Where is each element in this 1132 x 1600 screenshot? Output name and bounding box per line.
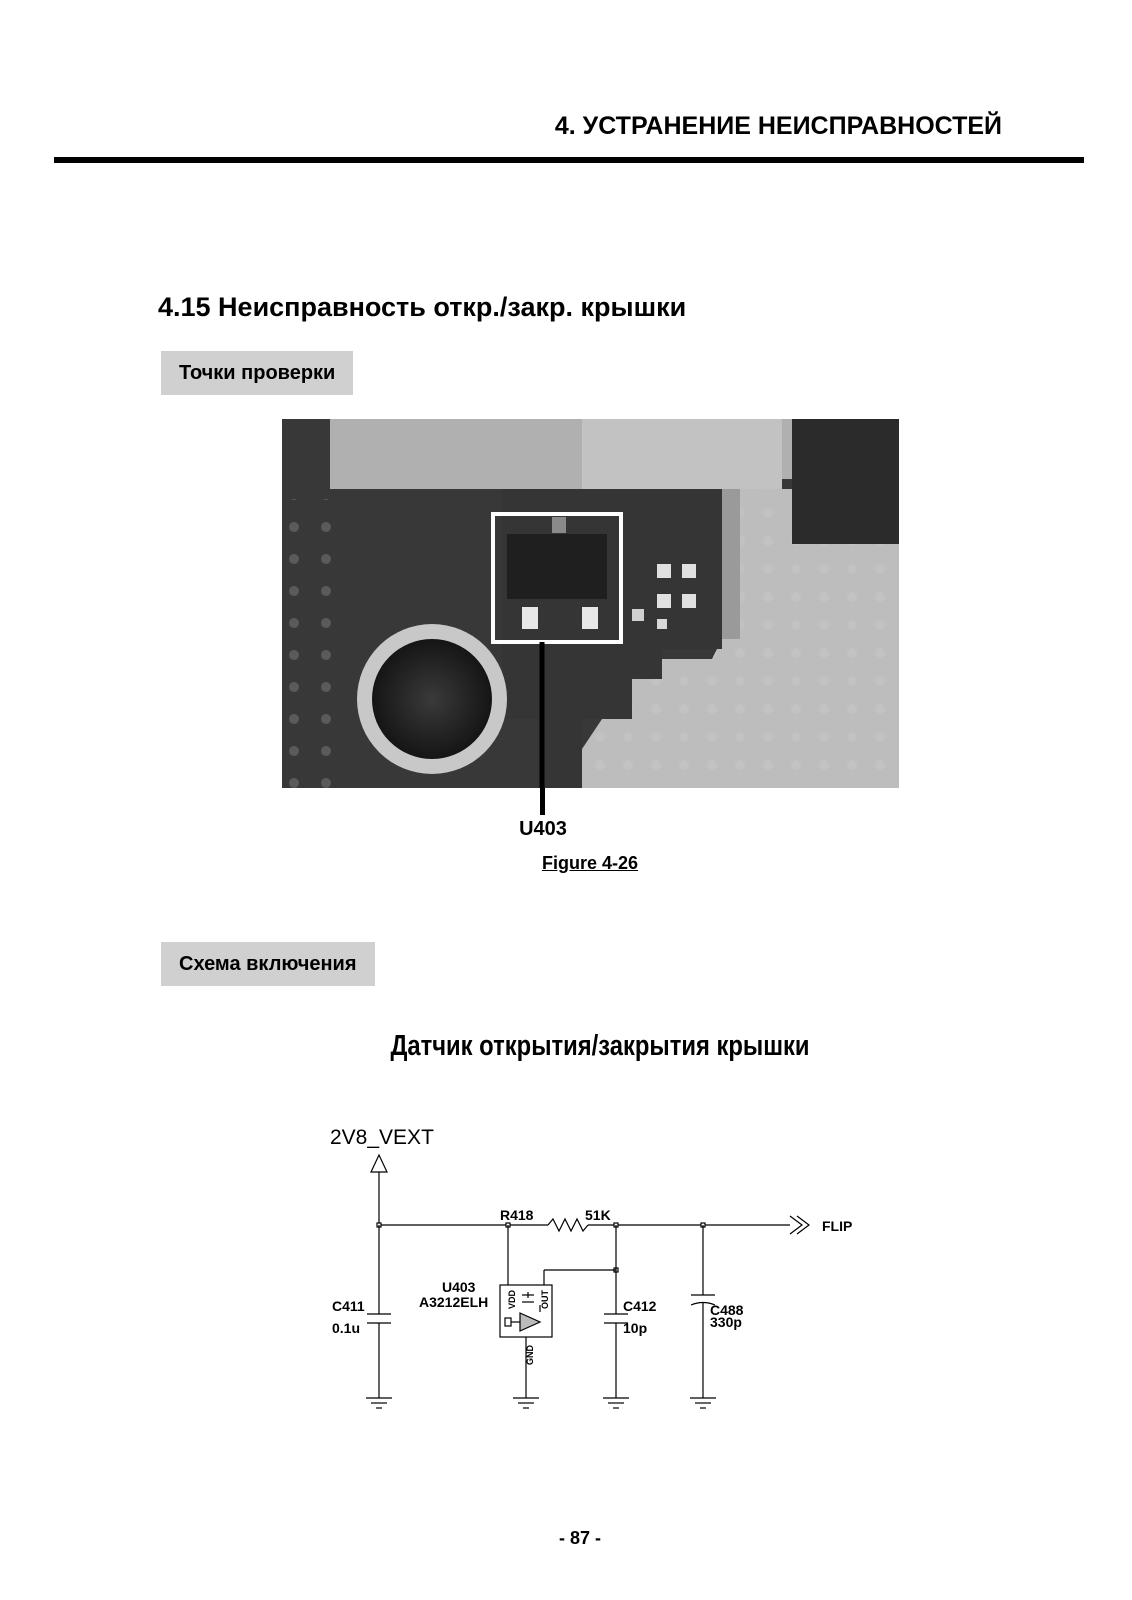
ic-ref: U403 xyxy=(442,1279,476,1295)
pin-vdd: VDD xyxy=(507,1289,517,1309)
figure-caption: Figure 4-26 xyxy=(541,853,639,873)
pointer-line xyxy=(540,788,545,815)
schematic xyxy=(300,1120,900,1420)
chapter-title: 4. УСТРАНЕНИЕ НЕИСПРАВНОСТЕЙ xyxy=(554,112,1002,140)
resistor-value: 51K xyxy=(585,1207,611,1223)
section-title: 4.15 Неисправность откр./закр. крышки xyxy=(158,292,687,322)
c411-value: 0.1u xyxy=(332,1320,361,1336)
pin-out: OUT xyxy=(540,1290,550,1309)
c411-ref: C411 xyxy=(332,1298,365,1314)
ic-part: A3212ELH xyxy=(419,1294,489,1310)
c412-value: 10p xyxy=(623,1320,648,1336)
circuit-label: Схема включения xyxy=(161,942,375,986)
page-number: - 87 - xyxy=(558,1528,601,1548)
resistor-ref: R418 xyxy=(500,1207,534,1223)
power-net-label: 2V8_VEXT xyxy=(330,1126,434,1149)
pin-gnd: GND xyxy=(525,1345,535,1365)
component-ref: U403 xyxy=(519,818,567,840)
output-net-label: FLIP xyxy=(822,1218,853,1234)
check-points-label: Точки проверки xyxy=(161,351,353,395)
schematic-title: Датчик открытия/закрытия крышки xyxy=(390,1030,810,1062)
c488-value: 330p xyxy=(710,1314,742,1330)
c412-ref: C412 xyxy=(623,1298,657,1314)
c488-ref: C488 xyxy=(710,1302,744,1318)
pcb-photo xyxy=(282,419,899,788)
header-rule xyxy=(54,157,1084,163)
